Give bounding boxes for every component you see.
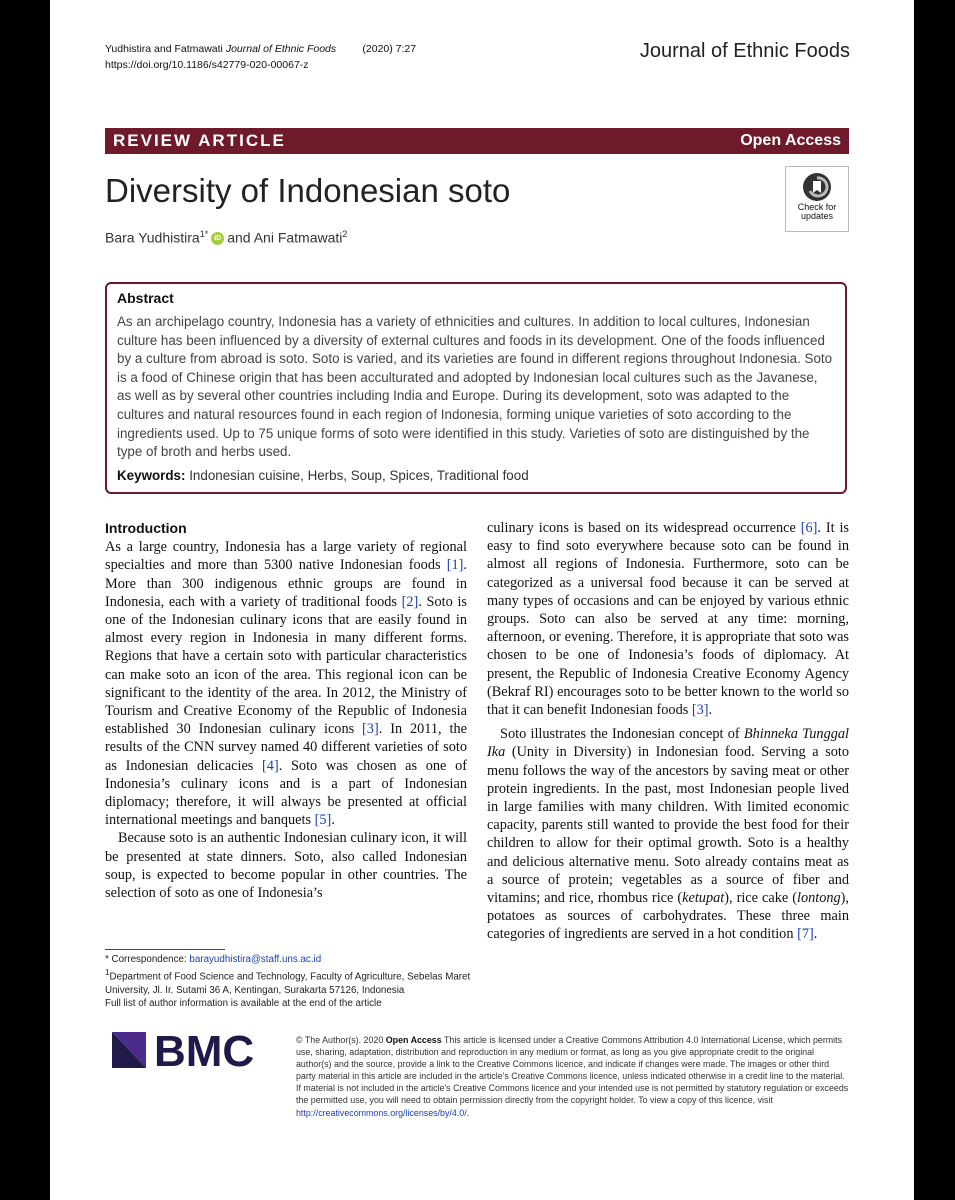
intro-paragraph-2-continued [487, 519, 849, 719]
article-type-label: REVIEW ARTICLE [113, 131, 286, 150]
text-run: ), rice cake ( [724, 890, 797, 907]
footnote [105, 953, 485, 1010]
license-statement [296, 1034, 851, 1119]
abstract-heading: Abstract [117, 290, 174, 306]
italic-term: Bhinneka Tunggal Ika [487, 726, 849, 761]
author-first-sup: 1* [199, 229, 209, 239]
author-second: and Ani Fatmawati [227, 229, 343, 246]
italic-term: ketupat [682, 890, 725, 907]
citation-link[interactable]: [3] [691, 702, 709, 719]
article-title: Diversity of Indonesian soto [105, 172, 511, 209]
text-run: . It is easy to find soto everywhere because soto can be found in almost all regions of Indonesia. Furthermore, soto can be categorized as a universal food because it can be served at many types of occasions and can be enjoyed by various ethnic groups. Soto can also be served at any time: morning, afternoon, or evening. Therefore, it is appropriate that soto was chosen to be one of Indonesia’s foods of diplomacy. At present, the Republic of Indonesia Creative Economy Agency (Bekraf RI) encourages soto to be better known to the world so that it can benefit Indonesian foods [487, 520, 849, 719]
license-text: This article is licensed under a Creative Commons Attribution 4.0 International License, which permits use, sharing, adaptation, distribution and reproduction in any medium or format, as long as you give appropriate credit to the original author(s) and the source, provide a link to the Creative Commons licence, and indicate if changes were made. The images or other third party material in this article are included in the article's Creative Commons licence, unless indicated otherwise in a credit line to the material. If material is not included in the article's Creative Commons licence and your intended use is not permitted by statutory regulation or exceeds the permitted use, you will need to obtain permission directly from the copyright holder. To view a copy of this licence, visit [296, 1035, 849, 1106]
body-column-right [487, 519, 849, 944]
license-url[interactable]: http://creativecommons.org/licenses/by/4.0/ [296, 1107, 467, 1118]
affiliation-sup: 1 [105, 968, 110, 978]
text-run: . In 2011, the results of the CNN survey named 40 different varieties of soto as Indonesian delicacies [105, 721, 467, 774]
bmc-logo [112, 1030, 282, 1070]
license-end: . [466, 1107, 470, 1118]
citation-link[interactable]: [7] [797, 926, 814, 943]
text-run: (Unity in Diversity) in Indonesian food. Serving a soto menu follows the way of the ancestors by saving meat or other protein ingredients. In the past, most Indonesian people lived in large families with many children. With limited economic capacity, parents still wanted to provide the best food for their children to allow for their optimal growth. Soto is a healthy and delicious alternative menu. Soto already contains meat as a source of protein; vegetables as a source of fiber and vitamins; and rice, rhombus rice ( [487, 744, 849, 907]
text-run: culinary icons is based on its widespread occurrence [487, 520, 801, 536]
author-second-sup: 2 [342, 229, 348, 239]
italic-term: lontong [796, 890, 841, 907]
journal-name: Journal of Ethnic Foods [639, 40, 850, 62]
correspondence-label: * Correspondence: [105, 954, 190, 965]
text-run: . Soto was chosen as one of Indonesia’s culinary icons and is a part of Indonesian diplomacy; therefore, it will always be presented at official international meetings and banquets [105, 757, 467, 829]
check-updates-label [786, 203, 848, 221]
header-authors: Yudhistira and Fatmawati [105, 43, 223, 55]
intro-paragraph-1 [105, 538, 467, 829]
text-run: ), potatoes as sources of carbohydrates. These three main categories of ingredients are served in a hot condition [487, 890, 850, 943]
citation-link[interactable]: [5] [314, 812, 332, 829]
orcid-icon[interactable]: iD [211, 232, 224, 245]
footnote-divider [105, 949, 225, 950]
citation-header [105, 41, 416, 73]
citation-link[interactable]: [4] [262, 757, 279, 774]
keywords [117, 468, 835, 483]
correspondence-email[interactable]: barayudhistira@staff.uns.ac.id [189, 954, 322, 965]
article-page [50, 0, 914, 1200]
article-type-banner [105, 128, 849, 154]
author-info-note: Full list of author information is available at the end of the article [105, 998, 382, 1010]
text-run: . [331, 812, 335, 829]
citation-link[interactable]: [2] [401, 593, 419, 610]
text-run: . [813, 926, 818, 943]
header-volume: (2020) 7:27 [362, 43, 417, 55]
text-run: Soto illustrates the Indonesian concept of [500, 726, 744, 743]
text-run: . Soto is one of the Indonesian culinary icons that are easily found in almost every region in Indonesia in many different forms. Regions that have a certain soto with particular characteristics can make soto an icon of the area. This regional icon can be significant to the identity of the area. In 2012, the Ministry of Tourism and Creative Economy of the Republic of Indonesia established 30 Indonesian culinary icons [105, 593, 467, 738]
header-journal-italic: Journal of Ethnic Foods [225, 43, 337, 55]
keywords-label: Keywords: [117, 467, 186, 483]
check-updates-line1: Check for [797, 202, 837, 212]
text-run: . [708, 702, 713, 719]
citation-link[interactable]: [6] [800, 520, 818, 536]
intro-paragraph-2: Because soto is an authentic Indonesian culinary icon, it will be presented at state dinners. Soto, also called Indonesian soup, is expected to become popular in other countries. The selection of soto as one of Indonesia’s [105, 830, 467, 902]
check-updates-line2: updates [800, 211, 834, 221]
author-line [105, 229, 347, 246]
affiliation: Department of Food Science and Technology, Faculty of Agriculture, Sebelas Maret University, Jl. Ir. Sutami 36 A, Kentingan, Surakarta 57126, Indonesia [105, 971, 471, 996]
abstract-text: As an archipelago country, Indonesia has a variety of ethnicities and cultures. In addition to local cultures, Indonesian culture has been influenced by a diversity of external cultures and foods in its development. One of the foods influenced by a culture from abroad is soto. Soto is varied, and its varieties are found in different regions throughout Indonesia. Soto is a food of Chinese origin that has been acculturated and adopted by Indonesian local cultures such as the Javanese, as well as by several other countries including India and Europe. During its development, soto was adapted to the cultures and natural resources found in each region of Indonesia, forming unique varieties of soto according to the ingredients used. Up to 75 unique forms of soto were identified in this study. Varieties of soto are distinguished by the type of broth and herbs used. [117, 314, 833, 460]
bmc-logo-text: BMC [154, 1030, 255, 1070]
text-run: . More than 300 indigenous ethnic groups are found in Indonesia, each with a variety of traditional foods [105, 557, 467, 610]
header-doi[interactable]: https://doi.org/10.1186/s42779-020-00067-z [105, 59, 309, 71]
check-for-updates-badge[interactable] [785, 166, 849, 232]
citation-link[interactable]: [3] [362, 721, 379, 738]
section-heading-introduction: Introduction [105, 520, 187, 536]
license-copyright: © The Author(s). 2020 [296, 1035, 386, 1045]
check-updates-icon [803, 173, 831, 201]
open-access-label: Open Access [740, 132, 841, 149]
abstract-box [105, 282, 847, 494]
text-run: As a large country, Indonesia has a large variety of regional specialties and more than 5300 native Indonesian foods [105, 539, 467, 574]
body-column-left [105, 519, 467, 902]
citation-link[interactable]: [1] [446, 557, 464, 574]
keywords-list: Indonesian cuisine, Herbs, Soup, Spices, Traditional food [189, 467, 529, 483]
license-open-access: Open Access [385, 1035, 442, 1045]
author-first: Bara Yudhistira [105, 229, 200, 246]
intro-paragraph-3 [487, 725, 849, 943]
